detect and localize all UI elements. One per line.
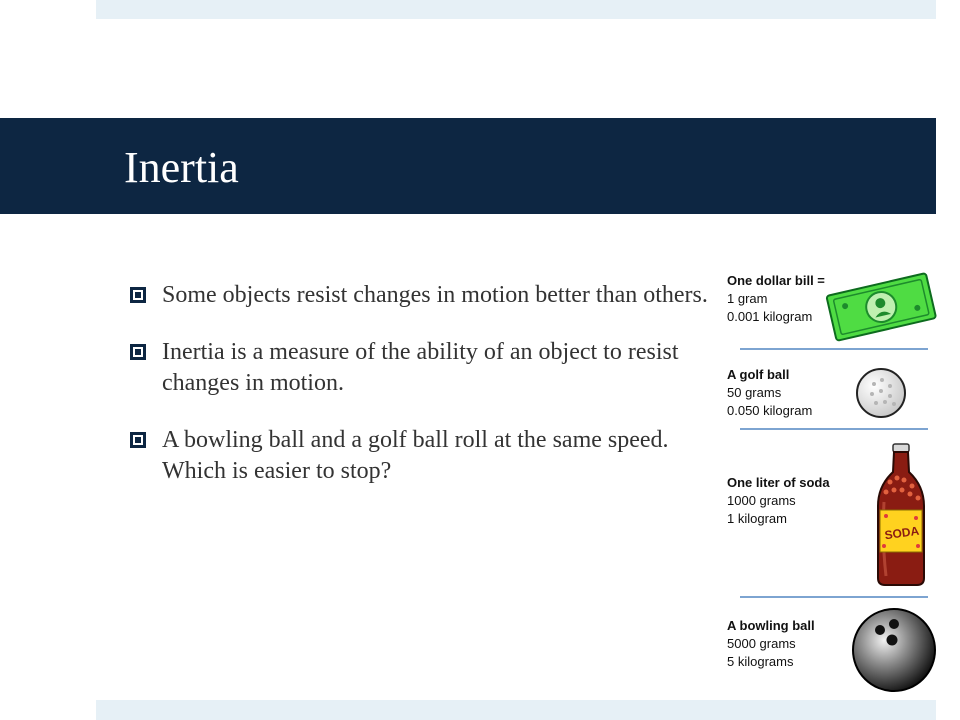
figure-item-dollar <box>727 272 825 326</box>
dollar-bill-icon <box>822 266 940 346</box>
figure-item-soda <box>727 474 830 528</box>
bullet-item <box>130 280 720 311</box>
item-kilograms: 5 kilograms <box>727 654 794 669</box>
item-grams: 50 grams <box>727 385 782 400</box>
item-grams: 1000 grams <box>727 493 796 508</box>
top-decor-strip <box>96 0 936 19</box>
item-kilograms: 0.001 kilogram <box>727 309 813 324</box>
bullet-item <box>130 337 720 399</box>
item-name: One dollar bill = <box>727 273 825 288</box>
separator-line <box>740 428 928 430</box>
item-kilograms: 1 kilogram <box>727 511 787 526</box>
bullet-list <box>130 280 720 513</box>
bullet-text: Some objects resist changes in motion better than others. <box>162 282 708 308</box>
square-bullet-icon <box>130 344 146 360</box>
separator-line <box>740 596 928 598</box>
item-grams: 1 gram <box>727 291 768 306</box>
square-bullet-icon <box>130 287 146 303</box>
item-grams: 5000 grams <box>727 636 796 651</box>
figure-item-golf-ball <box>727 366 812 420</box>
item-kilograms: 0.050 kilogram <box>727 403 813 418</box>
figure-item-bowling-ball <box>727 617 815 671</box>
bullet-text: A bowling ball and a golf ball roll at the same speed. Which is easier to stop? <box>162 427 669 484</box>
bullet-text: Inertia is a measure of the ability of an object to resist changes in motion. <box>162 339 679 396</box>
item-name: One liter of soda <box>727 475 830 490</box>
slide-title: Inertia <box>124 143 239 192</box>
bowling-ball-icon <box>850 606 938 694</box>
separator-line <box>740 348 928 350</box>
bullet-item <box>130 425 720 487</box>
bottom-decor-strip <box>96 700 936 720</box>
item-name: A bowling ball <box>727 618 815 633</box>
square-bullet-icon <box>130 432 146 448</box>
golf-ball-icon <box>854 366 908 420</box>
soda-bottle-icon <box>872 442 932 588</box>
item-name: A golf ball <box>727 367 790 382</box>
soda-label-text: SODA <box>883 523 921 543</box>
